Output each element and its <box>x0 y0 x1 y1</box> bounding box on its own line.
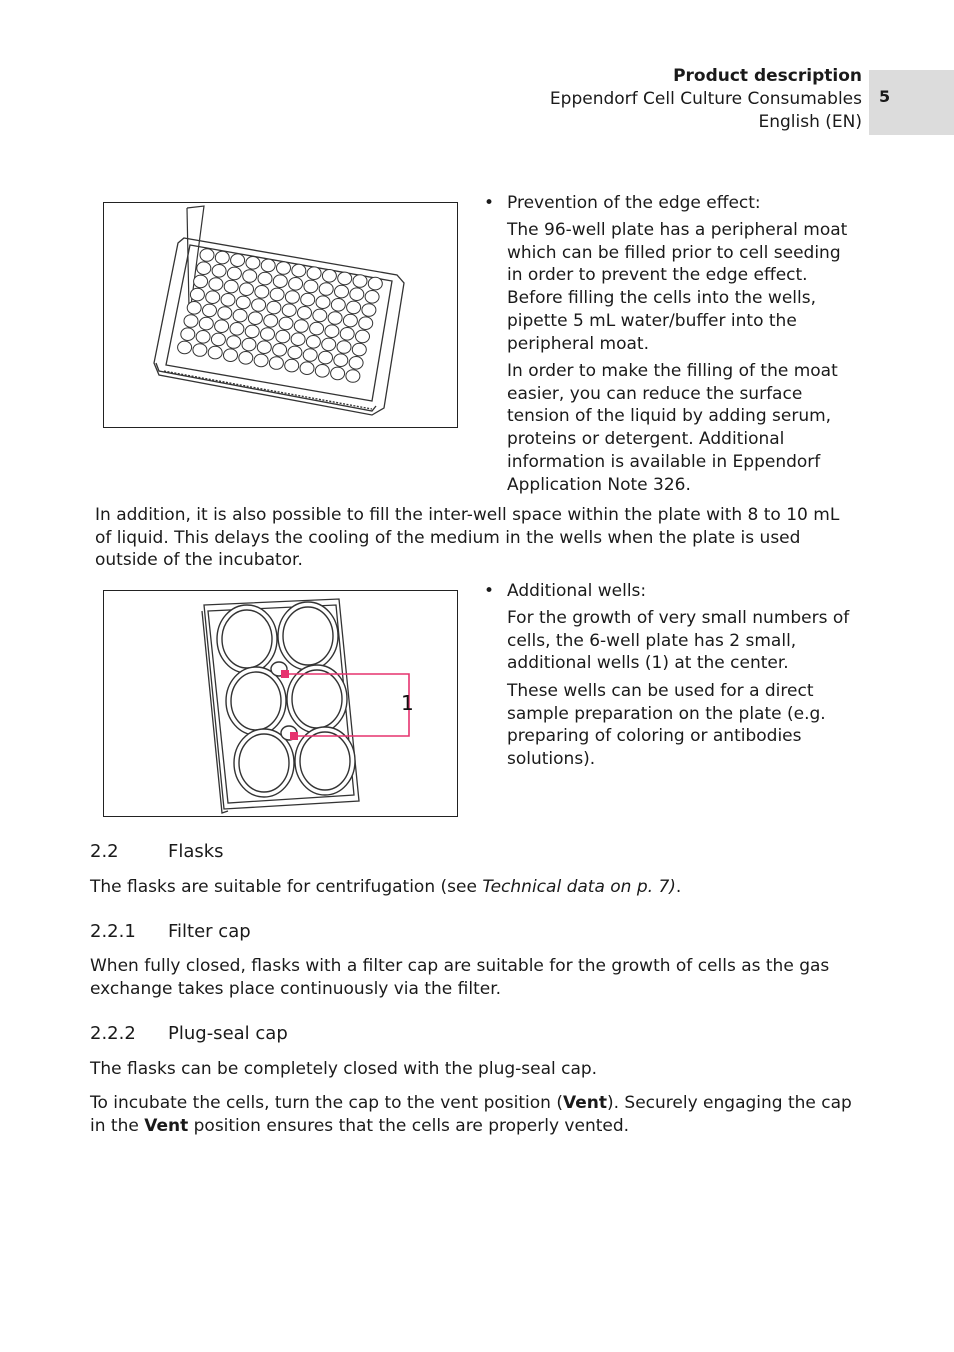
well-96 <box>273 275 287 288</box>
well-96 <box>334 354 348 367</box>
well-96 <box>300 362 314 375</box>
well-96 <box>289 278 303 291</box>
well-96 <box>181 328 195 341</box>
well-96 <box>304 280 318 293</box>
subsection-title: Filter cap <box>168 921 251 942</box>
additional-wells-para1: For the growth of very small numbers of cells, the 6-well plate has 2 small, additional wells (1) at the center. <box>507 608 850 674</box>
well-96 <box>206 291 220 304</box>
well-96 <box>322 270 336 283</box>
well-96 <box>331 299 345 312</box>
well-96 <box>224 280 238 293</box>
well-96 <box>349 357 363 370</box>
well-96 <box>331 367 345 380</box>
well-96 <box>209 278 223 291</box>
edge-effect-heading: Prevention of the edge effect: <box>507 193 761 213</box>
well-96 <box>215 251 229 264</box>
well-96 <box>285 359 299 372</box>
well-96 <box>316 296 330 309</box>
well-96 <box>319 351 333 364</box>
well-96 <box>224 349 238 362</box>
well-96 <box>362 304 376 317</box>
well-96 <box>252 299 266 312</box>
well-96 <box>196 331 210 344</box>
well-96 <box>203 304 217 317</box>
well-96 <box>276 330 290 343</box>
well-96 <box>350 288 364 301</box>
figure-6-well-plate <box>103 590 458 817</box>
subsection-number: 2.2.1 <box>90 921 136 942</box>
well-96 <box>365 291 379 304</box>
well-96 <box>356 330 370 343</box>
well-96 <box>301 293 315 306</box>
well-96 <box>325 325 339 338</box>
inter-well-paragraph: In addition, it is also possible to fill the inter-well space within the plate with 8 to 10 mL of liquid. This delays the cooling of the medium in the wells when the plate is used outside of the incubator. <box>95 505 840 571</box>
well-96 <box>199 317 213 330</box>
well-96 <box>194 275 208 288</box>
well-96 <box>221 294 235 307</box>
filter-cap-paragraph: When fully closed, flasks with a filter cap are suitable for the growth of cells as the gas exchange takes place continuously via the filter. <box>90 956 830 999</box>
well-96 <box>315 365 329 378</box>
well-96 <box>273 344 287 357</box>
well-96 <box>258 272 272 285</box>
section-title: Flasks <box>168 841 224 862</box>
well-96 <box>298 307 312 320</box>
well-96 <box>211 333 225 346</box>
well-96 <box>193 344 207 357</box>
well-96 <box>346 370 360 383</box>
well-96 <box>306 336 320 349</box>
additional-wells-para2: These wells can be used for a direct sample preparation on the plate (e.g. preparing of coloring or antibodies solutions). <box>507 681 826 770</box>
header-title: Product description <box>673 66 862 86</box>
well-96 <box>231 254 245 267</box>
well-96 <box>178 341 192 354</box>
bullet-dot: • <box>484 193 495 213</box>
well-96 <box>200 249 214 262</box>
well-96 <box>277 262 291 275</box>
well-96 <box>255 286 269 299</box>
well-96 <box>368 277 382 290</box>
well-96 <box>319 283 333 296</box>
bullet-dot: • <box>484 581 495 601</box>
well-96 <box>328 312 342 325</box>
well-96 <box>230 323 244 336</box>
edge-effect-para2: In order to make the filling of the moat easier, you can reduce the surface tension of the liquid by adding serum, proteins or detergent. Additional information is available in Eppendorf Application Note 326. <box>507 361 838 495</box>
subsection-number: 2.2.2 <box>90 1023 136 1044</box>
well-96 <box>352 343 366 356</box>
well-96 <box>313 309 327 322</box>
well-96 <box>184 315 198 328</box>
well-96 <box>288 346 302 359</box>
well-96 <box>343 314 357 327</box>
well-96 <box>291 333 305 346</box>
technical-data-link[interactable]: Technical data on p. 7) <box>482 877 676 897</box>
edge-effect-para1: The 96-well plate has a peripheral moat which can be filled prior to cell seeding in order to prevent the edge effect. Before filling the cells into the wells, pipette 5 mL water/buffer into the peripheral moat. <box>507 220 848 354</box>
well-96 <box>197 262 211 275</box>
well-96 <box>337 341 351 354</box>
well-96 <box>294 320 308 333</box>
well-96 <box>254 354 268 367</box>
well-96 <box>322 338 336 351</box>
well-96 <box>292 264 306 277</box>
subsection-title: Plug-seal cap <box>168 1023 288 1044</box>
plug-seal-paragraph2: To incubate the cells, turn the cap to the vent position (Vent). Securely engaging the cap in the Vent position ensures that the cells are properly vented. <box>90 1093 852 1136</box>
well-96 <box>307 267 321 280</box>
well-96 <box>239 352 253 365</box>
well-96 <box>215 320 229 333</box>
well-96 <box>245 325 259 338</box>
well-96 <box>240 283 254 296</box>
96-well-plate-illustration <box>104 203 457 427</box>
well-96 <box>187 302 201 315</box>
well-96 <box>212 265 226 278</box>
well-96 <box>208 346 222 359</box>
figure-96-well-plate <box>103 202 458 428</box>
well-96 <box>285 291 299 304</box>
well-96 <box>190 288 204 301</box>
well-96 <box>282 304 296 317</box>
well-96 <box>270 288 284 301</box>
well-96 <box>347 301 361 314</box>
well-96 <box>243 270 257 283</box>
page-number: 5 <box>879 87 891 106</box>
well-96 <box>335 285 349 298</box>
well-96 <box>359 317 373 330</box>
callout-label: 1 <box>401 691 414 715</box>
well-96 <box>233 309 247 322</box>
plug-seal-paragraph1: The flasks can be completely closed with the plug-seal cap. <box>90 1059 598 1079</box>
well-96 <box>246 257 260 270</box>
well-96 <box>340 328 354 341</box>
flasks-paragraph: The flasks are suitable for centrifugation (see Technical data on p. 7). <box>90 877 682 897</box>
well-96 <box>279 317 293 330</box>
well-96 <box>218 307 232 320</box>
well-96 <box>261 328 275 341</box>
well-96 <box>338 272 352 285</box>
callout-marker-upper <box>281 670 289 678</box>
well-96 <box>257 341 271 354</box>
section-number: 2.2 <box>90 841 119 862</box>
additional-wells-heading: Additional wells: <box>507 581 647 601</box>
header-subtitle: Eppendorf Cell Culture Consumables <box>549 89 862 109</box>
well-96 <box>227 267 241 280</box>
page-tab <box>869 70 954 135</box>
well-96 <box>227 336 241 349</box>
well-96 <box>303 349 317 362</box>
well-96 <box>236 296 250 309</box>
well-96 <box>267 301 281 314</box>
well-96 <box>261 259 275 272</box>
well-96 <box>269 357 283 370</box>
well-96 <box>248 312 262 325</box>
header-language: English (EN) <box>758 112 862 132</box>
well-96 <box>264 315 278 328</box>
callout-marker-lower <box>290 732 298 740</box>
well-96 <box>310 322 324 335</box>
well-96 <box>353 275 367 288</box>
well-96 <box>242 338 256 351</box>
